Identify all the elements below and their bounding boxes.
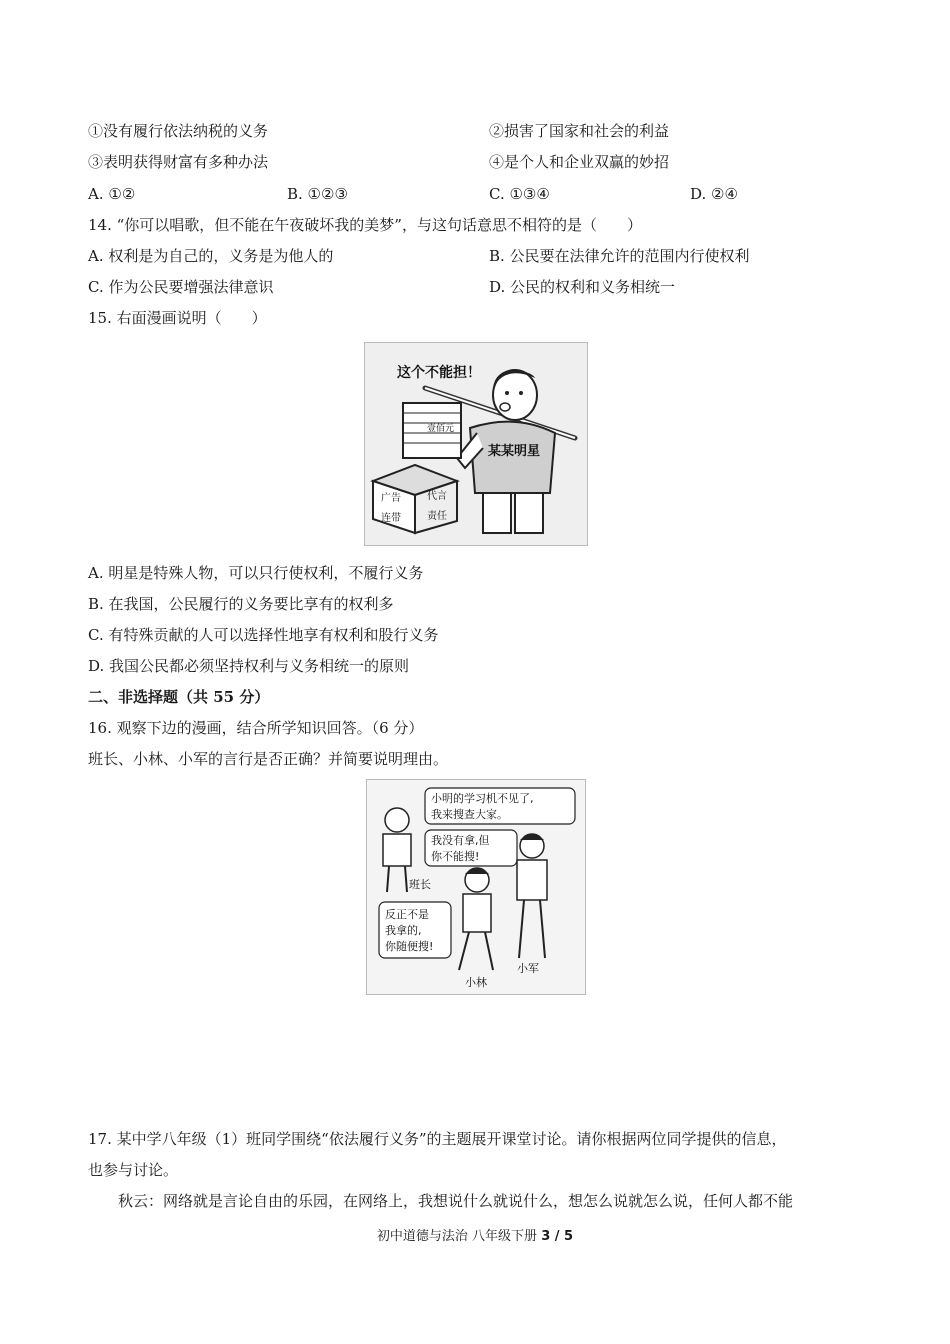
q14-choice-d: D. 公民的权利和义务相统一 <box>489 278 676 296</box>
q16-label-monitor: 班长 <box>409 878 431 891</box>
q15-choice-a: A. 明星是特殊人物，可以只行使权利，不履行义务 <box>88 564 424 582</box>
q15-money-label: 壹佰元 <box>427 424 455 434</box>
q15-choice-c: C. 有特殊贡献的人可以选择性地享有权利和股行义务 <box>88 626 439 644</box>
q15-shirt-text: 某某明星 <box>488 444 541 459</box>
q16-bubble2-line1: 我没有拿,但 <box>431 834 490 847</box>
q15-box-word-2: 代言 <box>427 491 447 502</box>
q14-choice-c: C. 作为公民要增强法律意识 <box>88 278 274 296</box>
q17-qiuyun: 秋云：网络就是言论自由的乐园，在网络上，我想说什么就说什么，想怎么说就怎么说，任何人都不能 <box>118 1192 794 1210</box>
q16-bubble3-line2: 我拿的, <box>385 924 422 937</box>
q15-speech: 这个不能担！ <box>397 365 481 381</box>
q15-box-word-4: 责任 <box>427 511 447 522</box>
q13-choice-d: D. ②④ <box>690 185 738 203</box>
q13-choice-a: A. ①② <box>88 185 136 203</box>
q14-choice-a: A. 权利是为自己的，义务是为他人的 <box>88 247 334 265</box>
q15-box-word-1: 广告 <box>381 493 401 504</box>
q16-bubble3-line1: 反正不是 <box>385 908 429 921</box>
q15-box-word-3: 连带 <box>381 513 401 524</box>
q16-bubble1-line1: 小明的学习机不见了, <box>431 792 534 805</box>
q13-option-1: ①没有履行依法纳税的义务 <box>88 122 269 140</box>
q16-bubble1-line2: 我来搜查大家。 <box>431 808 508 821</box>
q13-option-2: ②损害了国家和社会的利益 <box>489 122 670 140</box>
q15-choice-d: D. 我国公民都必须坚持权利与义务相统一的原则 <box>88 657 410 675</box>
q13-choice-b: B. ①②③ <box>287 185 348 203</box>
star-cartoon-drawing <box>365 343 587 545</box>
page-number: 3 / 5 <box>541 1229 574 1244</box>
q14-stem: 14. “你可以唱歌，但不能在午夜破坏我的美梦”，与这句话意思不相符的是（ ） <box>88 216 642 234</box>
classroom-cartoon-drawing <box>367 780 585 994</box>
q15-choice-b: B. 在我国，公民履行的义务要比享有的权利多 <box>88 595 394 613</box>
q16-label-jun: 小军 <box>517 962 539 975</box>
q14-choice-b: B. 公民要在法律允许的范围内行使权利 <box>489 247 750 265</box>
page-footer <box>0 1228 950 1246</box>
q16-label-lin: 小林 <box>465 976 487 989</box>
q15-cartoon <box>364 342 588 546</box>
q17-stem-line2: 也参与讨论。 <box>88 1161 179 1179</box>
q16-bubble2-line2: 你不能搜! <box>431 850 480 863</box>
q16-bubble3-line3: 你随便搜! <box>385 940 434 953</box>
q13-choice-c: C. ①③④ <box>489 185 550 203</box>
section2-title: 二、非选择题（共 55 分） <box>88 688 270 706</box>
q16-sub: 班长、小林、小军的言行是否正确？并简要说明理由。 <box>88 750 449 768</box>
q13-option-3: ③表明获得财富有多种办法 <box>88 153 269 171</box>
q15-stem: 15. 右面漫画说明（ ） <box>88 309 267 327</box>
q17-stem-line1: 17. 某中学八年级（1）班同学围绕“依法履行义务”的主题展开课堂讨论。请你根据两位同学提供的信息， <box>88 1130 787 1148</box>
footer-text: 初中道德与法治 八年级下册 <box>376 1229 542 1244</box>
q16-cartoon <box>366 779 586 995</box>
q13-option-4: ④是个人和企业双赢的妙招 <box>489 153 670 171</box>
q16-stem: 16. 观察下边的漫画，结合所学知识回答。（6 分） <box>88 719 424 737</box>
